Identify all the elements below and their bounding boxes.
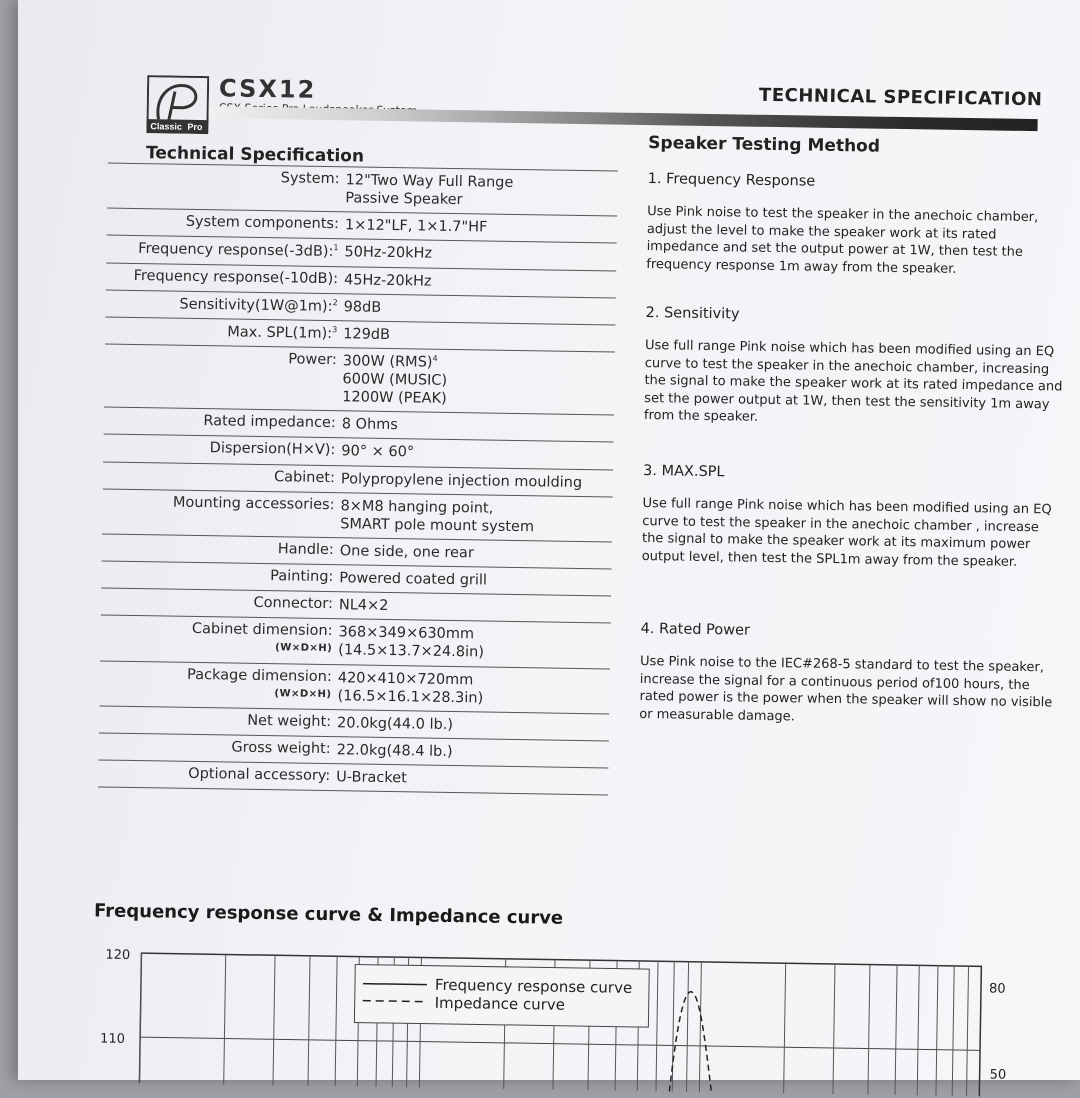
spec-label — [103, 439, 341, 459]
spec-row — [100, 615, 611, 668]
spec-value-line — [338, 642, 610, 664]
spec-value-line — [342, 388, 614, 410]
spec-value-text: 1×12"LF, 1×1.7"HF — [344, 217, 488, 236]
spec-value — [341, 443, 613, 465]
spec-value-line — [345, 189, 617, 211]
spec-value — [345, 217, 617, 239]
grid-v-line — [308, 956, 310, 1086]
spec-value — [339, 596, 611, 618]
spec-value — [340, 497, 613, 538]
spec-value-line — [339, 569, 611, 591]
spec-value-line — [343, 298, 615, 320]
method-section-max-spl — [642, 463, 1064, 572]
spec-value-text: U-Bracket — [336, 769, 407, 787]
spec-value — [338, 623, 611, 664]
spec-value-line — [336, 768, 608, 790]
grid-v-line — [687, 962, 689, 1092]
spec-value-text: One side, one rear — [339, 543, 474, 562]
spec-value-text: 50Hz-20kHz — [344, 244, 433, 263]
classic-pro-logo — [146, 75, 209, 134]
method-heading: 3. MAX.SPL — [642, 462, 725, 481]
logo-brand-line2: Pro — [187, 121, 203, 133]
method-heading: 2. Sensitivity — [645, 305, 740, 323]
spec-label — [98, 764, 336, 784]
footnote-marker: 4 — [432, 353, 438, 363]
spec-label — [105, 321, 343, 342]
spec-label — [99, 737, 337, 757]
method-text: Use full range Pink noise which has been modified using an EQ curve to test the speaker in the anechoic chamber , increase the signal to make the speaker work at its maximum power output level, then test the SPL1m away from the speaker. — [641, 495, 1052, 570]
spec-value-text: 1200W (PEAK) — [342, 389, 447, 408]
spec-label-text: Max. SPL(1m): — [227, 324, 333, 342]
spec-value-text: 45Hz-20kHz — [343, 271, 432, 290]
spec-label-text: Dispersion(H×V): — [209, 440, 336, 459]
spec-label-text: System: — [280, 170, 340, 188]
spec-value-line — [339, 596, 611, 618]
method-text: Use Pink noise to test the speaker in the anechoic chamber, adjust the level to make the speaker work at its rated impedance and set the output power at 1W, then test the frequency response 1m away from the speaker. — [646, 204, 1039, 277]
spec-label — [106, 294, 344, 315]
legend-solid-sample — [363, 984, 427, 985]
right-tick-mid: 50 — [989, 1067, 1007, 1083]
spec-label-text: Cabinet: — [273, 468, 336, 486]
spec-value-text: 90° × 60° — [341, 443, 415, 461]
grid-v-line — [917, 965, 919, 1095]
spec-value-text: Powered coated grill — [339, 570, 488, 589]
right-tick-top: 80 — [988, 981, 1006, 997]
dimension-note: (W×D×H) — [275, 642, 333, 655]
footnote-marker: 1 — [333, 243, 339, 253]
grid-v-line — [224, 954, 226, 1084]
spec-value — [341, 470, 613, 492]
spec-value-line — [340, 542, 612, 564]
grid-v-line — [656, 961, 658, 1091]
spec-value-text: 600W (MUSIC) — [342, 371, 448, 389]
spec-label — [105, 348, 343, 368]
spec-label-text: Frequency response(-10dB): — [133, 267, 339, 287]
curve-title: Frequency response curve & Impedance curve — [93, 900, 564, 929]
spec-value-text: (16.5×16.1×28.3in) — [337, 687, 484, 707]
spec-value — [336, 768, 608, 790]
spec-label-text: Rated impedance: — [203, 413, 336, 432]
spec-value — [337, 741, 609, 763]
dimension-note: (W×D×H) — [274, 687, 332, 700]
method-text: Use Pink noise to the IEC#268-5 standard to test the speaker, increase the signal for a continuous period of100 hours, the rated power is the power when the speaker will show no visible or measurable damage. — [639, 653, 1053, 725]
spec-value — [345, 171, 618, 212]
spec-value — [337, 714, 609, 736]
spec-label — [104, 412, 342, 432]
spec-value-text: 98dB — [343, 298, 382, 316]
footnote-marker: 2 — [332, 297, 338, 307]
grid-v-line — [936, 966, 938, 1096]
spec-row — [107, 163, 618, 216]
header-band — [210, 106, 1038, 131]
spec-table — [98, 163, 618, 796]
spec-value-line — [337, 741, 609, 763]
spec-label — [99, 665, 337, 701]
page-title: TECHNICAL SPECIFICATION — [758, 84, 1043, 111]
spec-label-text: Gross weight: — [231, 739, 331, 757]
spec-value-line — [344, 271, 616, 293]
spec-label-text: Painting: — [270, 568, 334, 586]
grid-v-line — [952, 966, 954, 1096]
method-section-rated-power — [639, 621, 1061, 730]
spec-label-text: System components: — [185, 214, 340, 233]
spec-value-line — [342, 415, 614, 437]
grid-v-line — [967, 966, 969, 1096]
spec-value-line — [341, 470, 613, 492]
grid-v-line — [868, 965, 870, 1095]
impedance-curve-peak — [669, 991, 713, 1092]
spec-value — [337, 669, 610, 710]
spec-label-text: Frequency response(-3dB): — [138, 241, 334, 261]
spec-label — [106, 267, 344, 287]
spec-value — [339, 569, 611, 591]
spec-value-text: 129dB — [343, 326, 391, 343]
spec-label-text: Net weight: — [247, 712, 332, 730]
spec-label-text: Sensitivity(1W@1m): — [179, 296, 333, 315]
spec-value-text: 420×410×720mm — [337, 669, 474, 688]
footnote-marker: 3 — [332, 324, 338, 334]
spec-value — [342, 352, 615, 411]
spec-value-text: 368×349×630mm — [338, 624, 475, 643]
left-tick-top: 120 — [105, 947, 131, 963]
spec-label — [100, 620, 338, 656]
method-title: Speaker Testing Method — [648, 133, 881, 157]
response-graph — [91, 942, 1013, 1096]
method-section-frequency — [646, 171, 1068, 280]
grid-v-line — [784, 963, 786, 1093]
grid-v-line — [672, 962, 674, 1092]
method-heading: 4. Rated Power — [640, 620, 751, 639]
left-tick-mid: 110 — [99, 1031, 126, 1047]
spec-label — [107, 213, 345, 233]
spec-value-text: 22.0kg(48.4 lb.) — [336, 742, 453, 760]
spec-value-text: SMART pole mount system — [340, 515, 535, 536]
spec-value-line — [345, 217, 617, 239]
grid-h — [140, 1037, 980, 1050]
spec-row — [104, 343, 615, 414]
spec-value-line — [337, 687, 609, 709]
spec-value-line — [337, 714, 609, 736]
spec-value-text: 12"Two Way Full Range — [345, 172, 514, 191]
spec-value — [340, 542, 612, 564]
method-text: Use full range Pink noise which has been modified using an EQ curve to test the speaker in the anechoic chamber, increasing the signal to make the speaker work at its rated impedance and set the power output at 1W, then test the sensitivity 1m away from the speaker. — [643, 337, 1063, 425]
spec-row — [102, 488, 613, 541]
spec-value-line — [340, 515, 612, 537]
grid-v-line — [895, 965, 897, 1095]
spec-row — [99, 660, 610, 713]
spec-value — [343, 325, 615, 347]
spec-label — [99, 710, 337, 730]
spec-label-text: Cabinet dimension: — [191, 621, 333, 640]
grid-v-line — [335, 956, 337, 1086]
spec-label — [102, 493, 340, 513]
spec-label — [103, 466, 341, 486]
spec-label-text: Optional accessory: — [188, 765, 331, 785]
logo-brand-line1: Classic — [150, 121, 183, 132]
spec-title: Technical Specification — [145, 143, 365, 167]
spec-value — [343, 298, 615, 320]
spec-label — [106, 240, 344, 261]
spec-value-text: 20.0kg(44.0 lb.) — [336, 714, 454, 733]
legend-solid-label: Frequency response curve — [434, 975, 633, 997]
grid-v-line — [273, 955, 275, 1085]
spec-value-text: 8×M8 hanging point, — [340, 497, 494, 517]
spec-label-text: Power: — [288, 351, 337, 369]
spec-value-text: Polypropylene injection moulding — [340, 470, 583, 491]
method-section-sensitivity — [644, 305, 1066, 431]
spec-label-text: Mounting accessories: — [172, 494, 335, 513]
spec-value-text: NL4×2 — [338, 597, 389, 615]
spec-value-text: 300W (RMS) — [342, 353, 433, 371]
spec-value — [344, 271, 616, 293]
spec-value-line — [341, 443, 613, 465]
spec-label — [101, 593, 339, 613]
spec-value-line — [343, 325, 615, 347]
spec-value — [344, 244, 616, 266]
spec-label-text: Connector: — [253, 595, 334, 613]
spec-label — [102, 538, 340, 558]
spec-label — [108, 168, 346, 188]
spec-label — [101, 565, 339, 585]
spec-value-text: Passive Speaker — [345, 190, 463, 209]
spec-label-text: Handle: — [277, 541, 334, 559]
method-heading: 1. Frequency Response — [647, 171, 816, 190]
spec-value-text: (14.5×13.7×24.8in) — [338, 642, 485, 661]
spec-value-line — [344, 244, 616, 266]
spec-value-text: 8 Ohms — [341, 416, 399, 434]
spec-value — [342, 415, 614, 437]
grid-v-line — [833, 964, 835, 1094]
grid-v-line — [699, 962, 701, 1092]
spec-label-text: Package dimension: — [186, 666, 332, 685]
model-name: CSX12 — [218, 74, 317, 104]
legend-dashed-label: Impedance curve — [434, 993, 566, 1014]
